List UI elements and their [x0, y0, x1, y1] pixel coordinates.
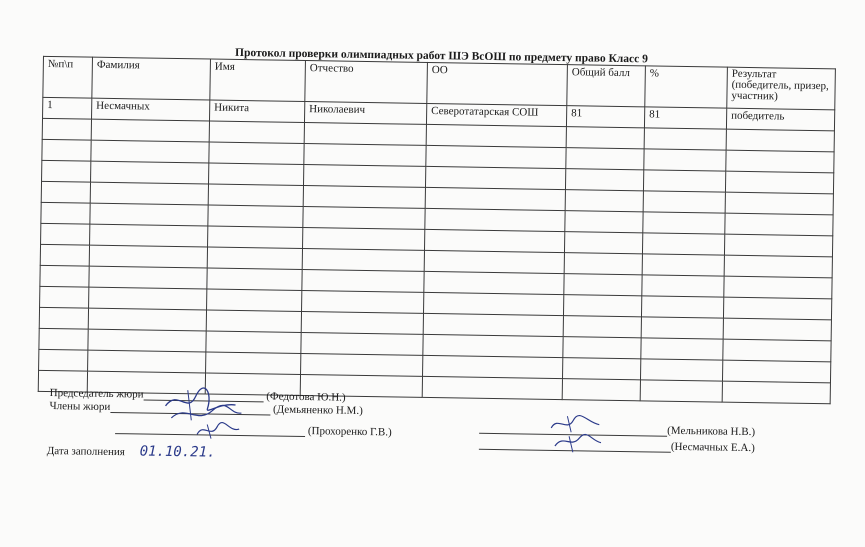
member-1-name: (Демьяненко Н.М.)	[272, 403, 363, 417]
table-cell	[304, 144, 426, 167]
table-cell	[423, 334, 563, 357]
table-cell	[725, 192, 833, 215]
page-title: Протокол проверки олимпиадных работ ШЭ ВсОШ по предмету право Класс 9	[234, 46, 648, 66]
column-header: ОО	[427, 62, 568, 105]
table-cell	[39, 307, 88, 329]
table-cell	[724, 255, 832, 278]
table-cell	[424, 271, 564, 294]
table-cell	[562, 379, 640, 401]
member-2-name: (Прохоренко Г.В.)	[307, 425, 392, 439]
table-cell	[206, 352, 301, 374]
member-3-name: (Мельникова Н.В.)	[667, 424, 756, 439]
table-cell: победитель	[726, 108, 834, 131]
table-cell	[723, 318, 831, 341]
members-label: Члены жюри	[49, 400, 111, 413]
table-cell	[304, 123, 426, 146]
table-cell	[642, 233, 724, 255]
table-cell	[566, 127, 644, 149]
table-cell	[563, 295, 641, 317]
table-cell	[562, 358, 640, 380]
members-right-handwritten-signature	[545, 412, 606, 455]
table-cell	[722, 381, 830, 404]
table-cell	[207, 247, 302, 269]
table-cell	[90, 203, 208, 226]
table-cell	[41, 223, 90, 245]
table-cell	[208, 184, 303, 206]
table-cell	[303, 165, 425, 188]
column-header: Результат (победитель, призер, участник)	[727, 67, 836, 110]
table-cell	[423, 313, 563, 336]
table-cell	[722, 360, 830, 383]
table-cell	[641, 338, 723, 360]
table-cell	[90, 224, 208, 247]
table-cell	[209, 163, 304, 185]
table-cell	[209, 142, 304, 164]
chair-label: Председатель жюри	[49, 387, 144, 401]
table-cell	[39, 349, 88, 371]
table-cell	[724, 276, 832, 299]
table-cell	[564, 274, 642, 296]
table-cell	[423, 355, 563, 378]
table-cell	[89, 287, 207, 310]
table-cell: 1	[43, 97, 92, 119]
table-cell	[566, 148, 644, 170]
table-cell	[565, 190, 643, 212]
member-4-name: (Несмачных Е.А.)	[670, 440, 755, 455]
table-cell	[426, 145, 566, 168]
table-cell	[91, 140, 209, 163]
table-cell	[565, 169, 643, 191]
table-cell	[207, 268, 302, 290]
table-body	[38, 97, 835, 403]
column-header: Фамилия	[92, 57, 211, 100]
table-cell	[424, 292, 564, 315]
table-cell	[206, 331, 301, 353]
table-cell	[724, 234, 832, 257]
table-cell	[88, 308, 206, 331]
table-cell	[301, 353, 423, 376]
table-cell	[42, 160, 91, 182]
table-cell	[424, 229, 564, 252]
table-cell	[726, 129, 834, 152]
column-header: Имя	[210, 59, 306, 101]
table-cell	[565, 211, 643, 233]
date-label: Дата заполнения	[46, 445, 125, 459]
table-cell	[723, 297, 831, 320]
table-cell	[640, 359, 722, 381]
table-cell	[301, 332, 423, 355]
table-cell	[641, 296, 723, 318]
member-4-signature-line	[479, 437, 755, 454]
member-3-signature-line	[479, 421, 755, 438]
table-cell	[40, 244, 89, 266]
table-cell	[564, 253, 642, 275]
table-cell	[302, 248, 424, 271]
table-cell	[643, 170, 725, 192]
table-cell	[643, 191, 725, 213]
table-cell: 81	[644, 107, 726, 129]
table-cell: Никита	[209, 100, 304, 122]
table-cell	[303, 186, 425, 209]
table-cell	[303, 227, 425, 250]
table-cell	[643, 212, 725, 234]
table-cell	[42, 139, 91, 161]
table-cell	[303, 207, 425, 230]
table-cell	[40, 286, 89, 308]
table-cell	[642, 275, 724, 297]
table-cell	[564, 232, 642, 254]
column-header: Общий балл	[567, 65, 646, 107]
table-cell	[422, 376, 562, 399]
table-cell	[39, 328, 88, 350]
date-value: 01.10.21.	[139, 443, 216, 461]
table-cell	[425, 187, 565, 210]
table-cell	[301, 311, 423, 334]
table-cell	[725, 171, 833, 194]
table-cell	[207, 289, 302, 311]
table-cell	[88, 350, 206, 373]
chair-name: (Федотова Ю.Н.)	[266, 390, 346, 404]
table-cell: Несмачных	[92, 98, 210, 121]
table-cell	[641, 317, 723, 339]
table-cell	[209, 121, 304, 143]
table-cell	[88, 329, 206, 352]
column-header: №п\п	[43, 56, 93, 98]
table-cell	[425, 166, 565, 189]
table-cell	[426, 124, 566, 147]
table-cell	[208, 226, 303, 248]
table-cell	[725, 213, 833, 236]
table-cell	[723, 339, 831, 362]
table-cell	[89, 266, 207, 289]
table-cell	[206, 310, 301, 332]
table-cell	[41, 202, 90, 224]
table-cell: Северотатарская СОШ	[426, 103, 566, 126]
member-2-handwritten-signature	[193, 420, 243, 441]
table-cell	[640, 380, 722, 402]
table-cell	[644, 128, 726, 150]
table-cell	[90, 182, 208, 205]
column-header: %	[645, 66, 728, 108]
table-cell	[91, 119, 209, 142]
column-header: Отчество	[305, 61, 428, 104]
table-cell	[42, 118, 91, 140]
table-cell: 81	[566, 106, 644, 128]
table-cell	[302, 290, 424, 313]
table-cell	[40, 265, 89, 287]
table-cell	[41, 181, 90, 203]
table-cell: Николаевич	[304, 102, 426, 125]
table-cell	[91, 161, 209, 184]
table-cell	[89, 245, 207, 268]
table-cell	[208, 205, 303, 227]
table-cell	[424, 250, 564, 273]
table-cell	[563, 316, 641, 338]
table-cell	[644, 149, 726, 171]
table-cell	[726, 150, 834, 173]
table-cell	[302, 269, 424, 292]
date-line	[47, 442, 216, 461]
table-cell	[642, 254, 724, 276]
results-table	[38, 56, 836, 404]
table-cell	[425, 208, 565, 231]
table-cell	[563, 337, 641, 359]
